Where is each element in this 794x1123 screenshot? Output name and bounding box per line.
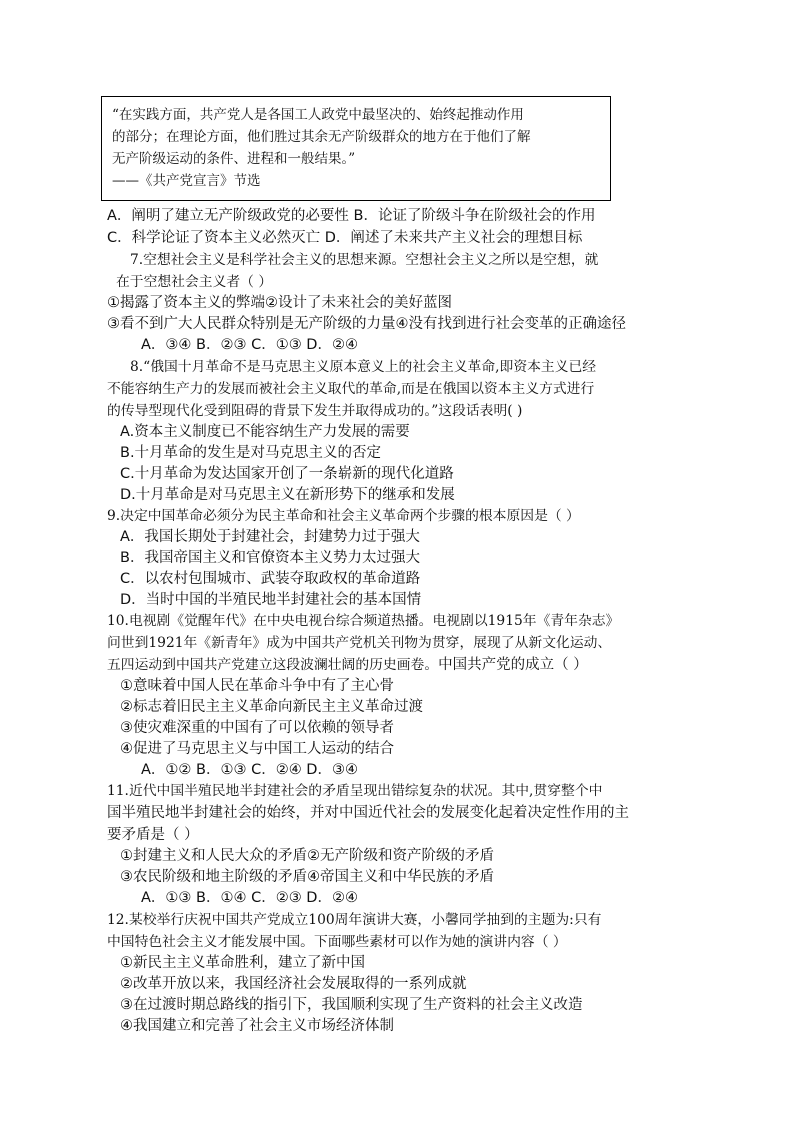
- quote-source: ——《共产党宣言》节选: [112, 173, 261, 189]
- q9-option-c: C．以农村包围城市、武装夺取政权的革命道路: [120, 571, 421, 587]
- q12-item-4: ④我国建立和完善了社会主义市场经济体制: [120, 1018, 394, 1034]
- q10-stem-line3-part2: 中国共产党的成立（ ）: [438, 657, 588, 673]
- q8-stem-line2: 不能容纳生产力的发展而被社会主义取代的革命,而是在俄国以资本主义方式进行: [107, 381, 595, 397]
- q10-stem-line3: [107, 654, 588, 676]
- q7-choices: A．③④ B．②③ C．①③ D．②④: [141, 337, 358, 353]
- q10-stem-line1: 10.电视剧《觉醒年代》在中央电视台综合频道热播。电视剧以1915年《青年杂志》: [107, 613, 620, 629]
- q11-stem-line2: 国半殖民地半封建社会的始终，并对中国近代社会的发展变化起着决定性作用的主: [107, 805, 629, 821]
- q9-option-d: D．当时中国的半殖民地半封建社会的基本国情: [120, 592, 422, 608]
- q8-option-b: B.十月革命的发生是对马克思主义的否定: [120, 445, 382, 461]
- q9-stem: 9.决定中国革命必须分为民主革命和社会主义革命两个步骤的根本原因是（ ）: [107, 508, 580, 524]
- q7-item-line1: ①揭露了资本主义的弊端②设计了未来社会的美好蓝图: [107, 295, 452, 311]
- quote-line: 无产阶级运动的条件、进程和一般结果。”: [112, 151, 356, 167]
- quote-line: 的部分；在理论方面，他们胜过其余无产阶级群众的地方在于他们了解: [112, 129, 531, 145]
- q6-options-line1: A．阐明了建立无产阶级政党的必要性 B．论证了阶级斗争在阶级社会的作用: [107, 208, 596, 224]
- q8-stem-line1: 8.“俄国十月革命不是马克思主义原本意义上的社会主义革命,即资本主义已经: [130, 359, 597, 375]
- q11-stem-line3: 要矛盾是（ ）: [107, 827, 199, 843]
- q8-stem-line3: 的传导型现代化受到阻碍的背景下发生并取得成功的。”这段话表明( ): [107, 403, 523, 419]
- q10-stem-line3-part1: 五四运动到中国共产党建立这段波澜壮阔的历史画卷。: [107, 657, 439, 673]
- q10-item-3: ③使灾难深重的中国有了可以依赖的领导者: [120, 720, 394, 736]
- q10-item-2: ②标志着旧民主主义革命向新民主主义革命过渡: [120, 699, 423, 715]
- q9-option-b: B．我国帝国主义和官僚资本主义势力太过强大: [120, 550, 420, 566]
- q12-item-2: ②改革开放以来，我国经济社会发展取得的一系列成就: [120, 976, 467, 992]
- q9-option-a: A．我国长期处于封建社会，封建势力过于强大: [120, 529, 420, 545]
- q8-option-a: A.资本主义制度已不能容纳生产力发展的需要: [120, 424, 410, 440]
- q11-stem-line1: 11.近代中国半殖民地半封建社会的矛盾呈现出错综复杂的状况。其中,贯穿整个中: [107, 783, 603, 799]
- q10-choices: A．①② B．①③ C．②④ D．③④: [141, 762, 358, 778]
- q11-item-line2: ③农民阶级和地主阶级的矛盾④帝国主义和中华民族的矛盾: [120, 869, 494, 885]
- q6-options-line2: C．科学论证了资本主义必然灭亡 D．阐述了未来共产主义社会的理想目标: [107, 230, 583, 246]
- q8-option-d: D.十月革命是对马克思主义在新形势下的继承和发展: [120, 487, 455, 503]
- q12-stem-line1: 12.某校举行庆祝中国共产党成立100周年演讲大赛，小馨同学抽到的主题为:只有: [107, 912, 602, 928]
- q10-stem-line2: 问世到1921年《新青年》成为中国共产党机关刊物为贯穿，展现了从新文化运动、: [107, 635, 612, 651]
- q12-item-1: ①新民主主义革命胜利，建立了新中国: [120, 955, 365, 971]
- q7-stem-line2: 在于空想社会主义者（ ）: [116, 274, 273, 290]
- quote-line: “在实践方面，共产党人是各国工人政党中最坚决的、始终起推动作用: [112, 107, 524, 123]
- q11-item-line1: ①封建主义和人民大众的矛盾②无产阶级和资产阶级的矛盾: [120, 848, 494, 864]
- q12-stem-line2: 中国特色社会主义才能发展中国。下面哪些素材可以作为她的演讲内容（ ）: [107, 934, 567, 950]
- q10-item-4: ④促进了马克思主义与中国工人运动的结合: [120, 741, 394, 757]
- q10-item-1: ①意味着中国人民在革命斗争中有了主心骨: [120, 678, 394, 694]
- q8-option-c: C.十月革命为发达国家开创了一条崭新的现代化道路: [120, 466, 454, 482]
- q11-choices: A．①③ B．①④ C．②③ D．②④: [141, 890, 358, 906]
- quote-box: [101, 96, 611, 201]
- q7-stem-line1: 7.空想社会主义是科学社会主义的思想来源。空想社会主义之所以是空想，就: [130, 252, 599, 268]
- q7-item-line2: ③看不到广大人民群众特别是无产阶级的力量④没有找到进行社会变革的正确途径: [107, 316, 626, 332]
- q12-item-3: ③在过渡时期总路线的指引下，我国顺利实现了生产资料的社会主义改造: [120, 997, 583, 1013]
